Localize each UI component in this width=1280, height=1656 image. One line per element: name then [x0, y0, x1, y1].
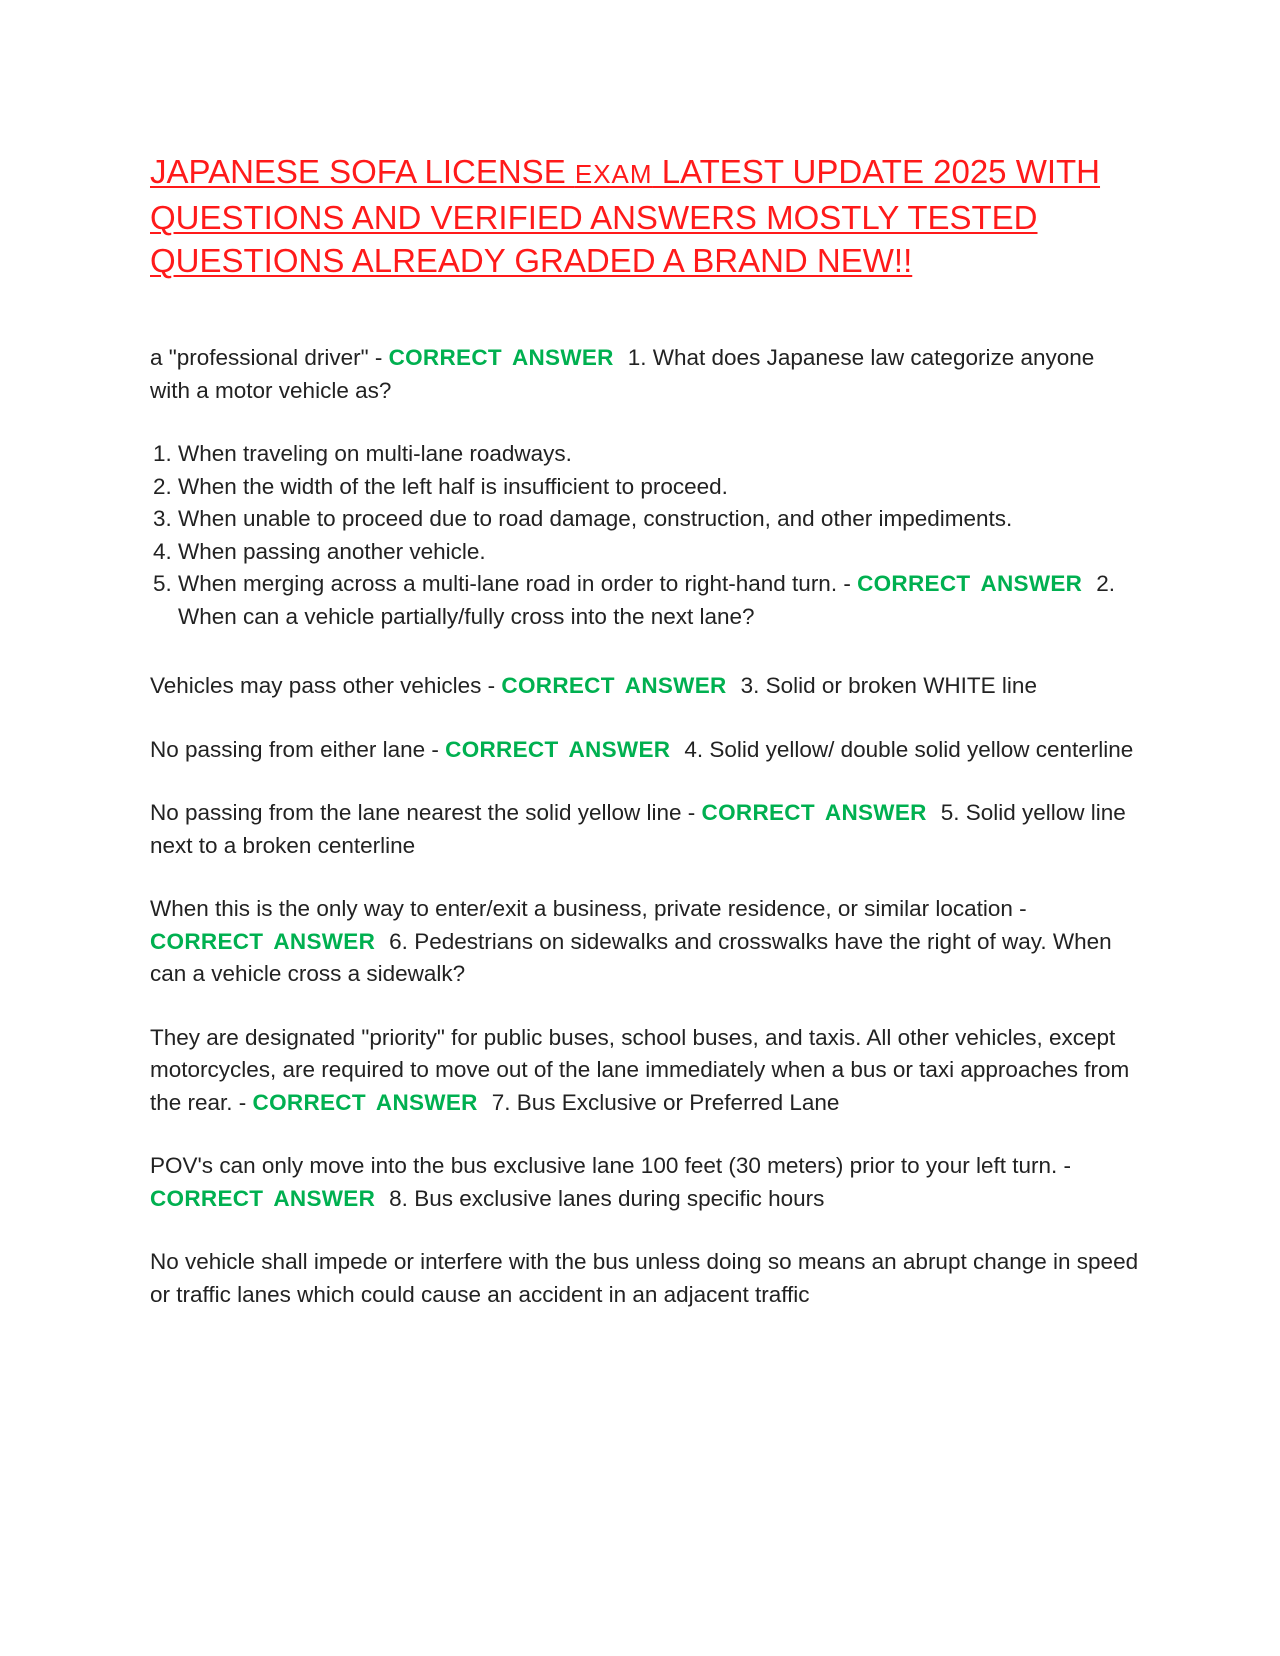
option-item: 1. When traveling on multi-lane roadways. — [178, 438, 1140, 471]
correct-answer-label: CORRECT ANSWER — [150, 928, 376, 954]
options-list — [150, 438, 1140, 633]
title-part-2: LATEST UPDATE 2025 WITH QUESTIONS AND VERIFIED ANSWERS MOSTLY TESTED QUESTIONS ALREADY GRADED A BRAND NEW!! — [150, 153, 1101, 279]
qa-item-7 — [150, 1022, 1140, 1120]
qa-item-9 — [150, 1246, 1140, 1311]
correct-answer-label: CORRECT ANSWER — [857, 571, 1083, 596]
answer-text: No passing from either lane - — [150, 736, 446, 762]
answer-text: When this is the only way to enter/exit a business, private residence, or similar location - — [150, 896, 1027, 921]
correct-answer-label: CORRECT ANSWER — [388, 345, 614, 370]
qa-item-8 — [150, 1150, 1140, 1215]
correct-answer-label: CORRECT ANSWER — [150, 1185, 376, 1211]
title-part-1: JAPANESE SOFA LICENSE — [150, 153, 575, 190]
correct-answer-label: CORRECT ANSWER — [501, 673, 727, 698]
question-text: 2. When can a vehicle partially/fully cross into the next lane? — [178, 571, 1116, 629]
document-page — [150, 150, 1140, 1342]
qa-item-2 — [150, 438, 1140, 633]
question-text: 5. Solid yellow line next to a broken centerline — [150, 800, 1126, 858]
qa-item-6 — [150, 893, 1140, 991]
question-text: 7. Bus Exclusive or Preferred Lane — [491, 1089, 840, 1115]
question-text: 6. Pedestrians on sidewalks and crosswalks have the right of way. When can a vehicle cross a sidewalk? — [150, 928, 1112, 986]
answer-text: Vehicles may pass other vehicles - — [150, 673, 502, 698]
option-item: 4. When passing another vehicle. — [178, 536, 1140, 569]
answer-text: No vehicle shall impede or interfere with the bus unless doing so means an abrupt change in speed or traffic lanes which could cause an accident in an adjacent traffic — [150, 1249, 1139, 1307]
answer-text: No passing from the lane nearest the solid yellow line - — [150, 800, 702, 825]
document-title — [150, 150, 1140, 282]
option-item-last — [178, 568, 1140, 633]
question-text: 4. Solid yellow/ double solid yellow centerline — [684, 736, 1134, 762]
option-item: 2. When the width of the left half is insufficient to proceed. — [178, 471, 1140, 504]
correct-answer-label: CORRECT ANSWER — [445, 736, 671, 762]
option-text: When merging across a multi-lane road in order to right-hand turn. - — [178, 571, 858, 596]
question-text: 3. Solid or broken WHITE line — [740, 673, 1037, 698]
question-text: 1. What does Japanese law categorize anyone with a motor vehicle as? — [150, 345, 1095, 403]
answer-text: They are designated "priority" for public buses, school buses, and taxis. All other vehicles, except motorcycles, are required to move out of the lane immediately when a bus or taxi approaches from the rear. - — [150, 1024, 1130, 1115]
correct-answer-label: CORRECT ANSWER — [252, 1089, 478, 1115]
question-text: 8. Bus exclusive lanes during specific hours — [389, 1185, 825, 1211]
title-exam-word: EXAM — [574, 159, 653, 189]
answer-text: a "professional driver" - — [150, 345, 389, 370]
answer-text: POV's can only move into the bus exclusive lane 100 feet (30 meters) prior to your left turn. - — [150, 1153, 1071, 1178]
qa-item-1 — [150, 342, 1140, 407]
qa-item-4 — [150, 734, 1140, 767]
option-item: 3. When unable to proceed due to road damage, construction, and other impediments. — [178, 503, 1140, 536]
correct-answer-label: CORRECT ANSWER — [701, 800, 927, 825]
qa-item-5 — [150, 797, 1140, 862]
qa-item-3 — [150, 670, 1140, 703]
